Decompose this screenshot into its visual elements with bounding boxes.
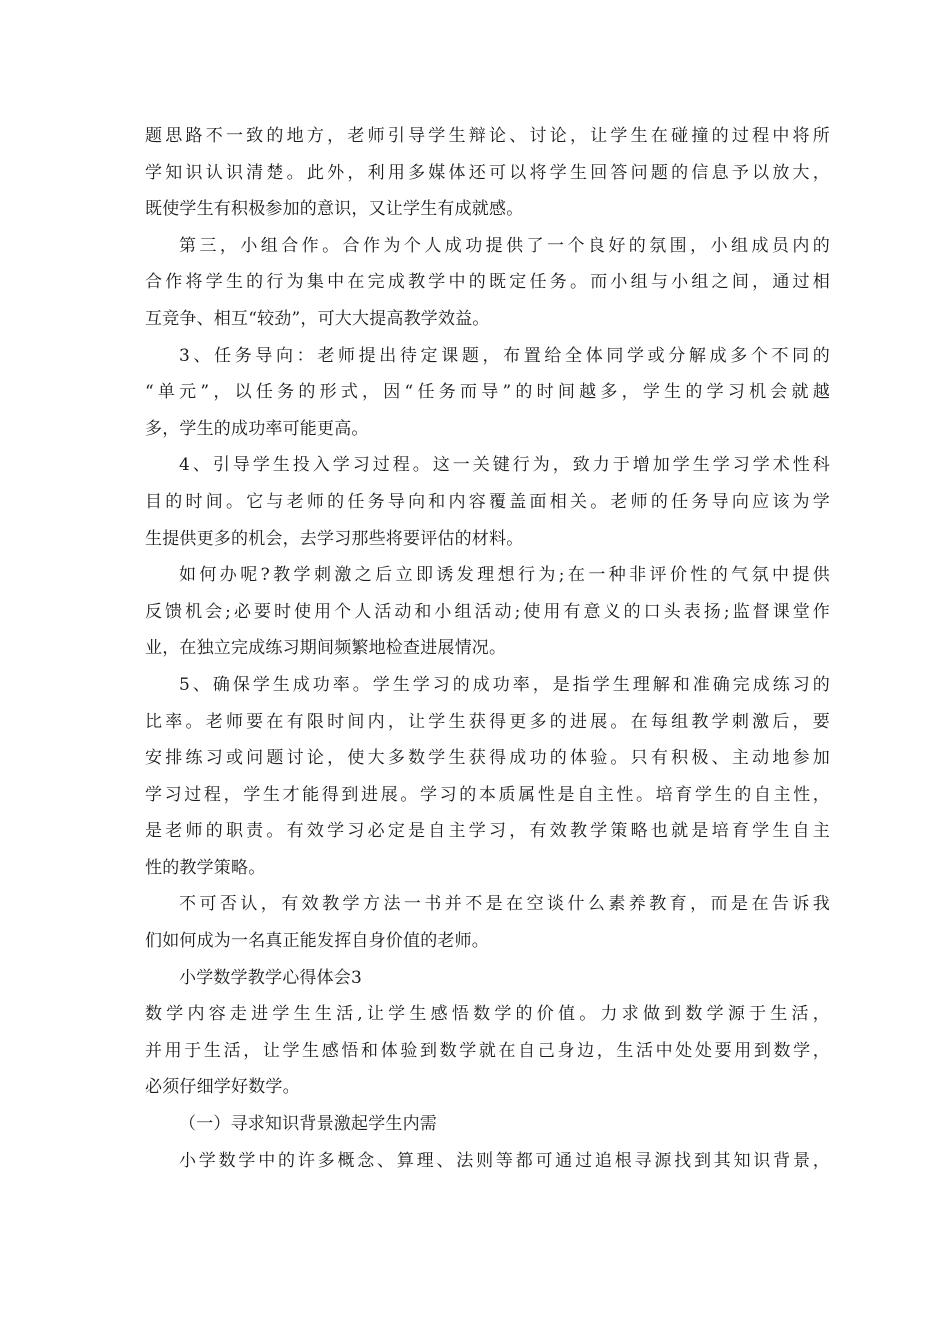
text-line: 安排练习或问题讨论，使大多数学生获得成功的体验。只有积极、主动地参加 (145, 748, 830, 769)
subsection-heading: （一）寻求知识背景激起学生内需 (179, 1114, 437, 1135)
text-line: 比率。老师要在有限时间内，让学生获得更多的进展。在每组教学刺激后，要 (145, 711, 830, 732)
text-line: 小学数学中的许多概念、算理、法则等都可通过追根寻源找到其知识背景， (179, 1150, 830, 1171)
text-line: 第三，小组合作。合作为个人成功提供了一个良好的氛围，小组成员内的 (179, 235, 830, 256)
text-line: “单元”，以任务的形式，因“任务而导”的时间越多，学生的学习机会就越 (145, 382, 830, 403)
text-line: 合作将学生的行为集中在完成教学中的既定任务。而小组与小组之间，通过相 (145, 272, 830, 293)
text-line: 并用于生活，让学生感悟和体验到数学就在自己身边，生活中处处要用到数学， (145, 1040, 830, 1061)
document-body (145, 118, 830, 1179)
text-line: 数学内容走进学生生活,让学生感悟数学的价值。力求做到数学源于生活， (145, 1004, 830, 1025)
text-line: 必须仔细学好数学。 (145, 1077, 300, 1098)
text-line: 3、任务导向：老师提出待定课题，布置给全体同学或分解成多个不同的 (179, 345, 830, 366)
text-line: 4、引导学生投入学习过程。这一关键行为，致力于增加学生学习学术性科 (179, 455, 830, 476)
section-heading: 小学数学教学心得体会3 (179, 967, 363, 988)
text-line: 题思路不一致的地方，老师引导学生辩论、讨论，让学生在碰撞的过程中将所 (145, 126, 830, 146)
text-line: 5、确保学生成功率。学生学习的成功率，是指学生理解和准确完成练习的 (179, 674, 830, 695)
text-line: 们如何成为一名真正能发挥自身价值的老师。 (145, 931, 489, 952)
text-line: 多，学生的成功率可能更高。 (145, 418, 369, 439)
text-line: 不可否认，有效教学方法一书并不是在空谈什么素养教育，而是在告诉我 (179, 894, 830, 915)
text-line: 反馈机会;必要时使用个人活动和小组活动;使用有意义的口头表扬;监督课堂作 (145, 601, 830, 622)
text-line: 生提供更多的机会，去学习那些将要评估的材料。 (145, 528, 524, 549)
text-line: 学知识认识清楚。此外，利用多媒体还可以将学生回答问题的信息予以放大， (145, 162, 830, 183)
text-line: 是老师的职责。有效学习必定是自主学习，有效教学策略也就是培育学生自主 (145, 821, 830, 842)
text-line: 学习过程，学生才能得到进展。学习的本质属性是自主性。培育学生的自主性， (145, 784, 830, 805)
text-line: 业，在独立完成练习期间频繁地检查进展情况。 (145, 638, 507, 659)
text-line: 性的教学策略。 (145, 857, 266, 878)
text-line: 既使学生有积极参加的意识，又让学生有成就感。 (145, 199, 524, 220)
text-line: 如何办呢?教学刺激之后立即诱发理想行为;在一种非评价性的气氛中提供 (179, 565, 830, 586)
text-line: 目的时间。它与老师的任务导向和内容覆盖面相关。老师的任务导向应该为学 (145, 491, 830, 512)
text-line: 互竞争、相互“较劲”，可大大提高教学效益。 (145, 308, 490, 329)
